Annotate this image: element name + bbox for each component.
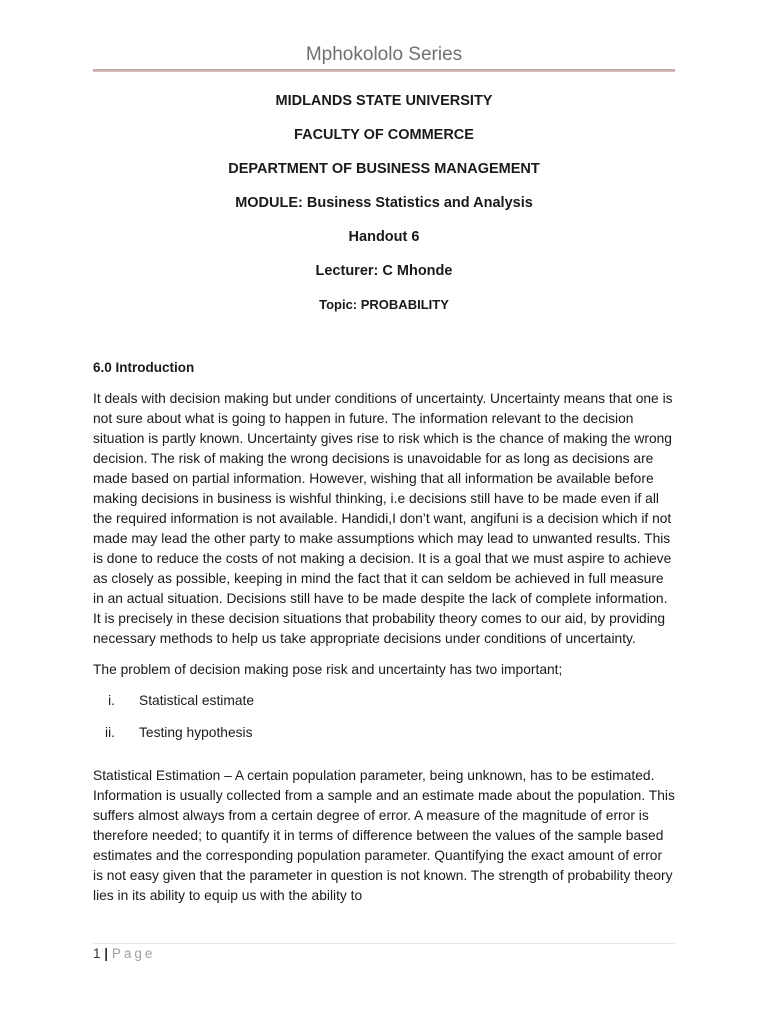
faculty-title: FACULTY OF COMMERCE <box>294 127 474 143</box>
roman-list <box>93 691 675 755</box>
header-divider <box>93 69 675 72</box>
page-label: Page <box>111 946 156 961</box>
list-item-number: ii. <box>105 725 115 740</box>
list-item-text: Statistical estimate <box>139 693 255 708</box>
list-item-number: i. <box>108 693 115 708</box>
footer-divider <box>93 943 675 944</box>
list-item <box>93 723 675 755</box>
handout-title: Handout 6 <box>348 229 420 245</box>
series-header: Mphokololo Series <box>305 44 463 65</box>
document-body <box>93 358 675 917</box>
page-number: 1 <box>93 946 101 961</box>
department-title: DEPARTMENT OF BUSINESS MANAGEMENT <box>228 161 540 177</box>
module-title: MODULE: Business Statistics and Analysis <box>235 195 533 211</box>
page-footer <box>93 946 155 961</box>
problem-paragraph: The problem of decision making pose risk and uncertainty has two important; <box>93 662 563 677</box>
topic-title: Topic: PROBABILITY <box>319 297 449 312</box>
section-heading: 6.0 Introduction <box>93 360 195 375</box>
introduction-paragraph: It deals with decision making but under conditions of uncertainty. Uncertainty means that one is not sure about what is going to happen in future. The information relevant to the decision situation is partly known. Uncertainty gives rise to risk which is the chance of making the wrong decision. The risk of making the wrong decisions is unavoidable for as long as decisions are made based on partial information. However, wishing that all information be available before making decisions in business is wishful thinking, i.e decisions still have to be made even if all the required information is not available. Handidi,I don’t want, angifuni is a decision which if not made may lead the other party to make assumptions which may lead to unwanted results. This is done to reduce the costs of not making a decision. It is a goal that we must aspire to achieve as closely as possible, keeping in mind the fact that it can seldom be achieved in full measure in an actual situation. Decisions still have to be made despite the lack of complete information. It is precisely in these decision situations that probability theory comes to our aid, by providing necessary methods to help us take appropriate decisions under conditions of uncertainty. <box>93 391 673 646</box>
footer-separator: | <box>104 946 109 961</box>
university-title: MIDLANDS STATE UNIVERSITY <box>275 93 493 109</box>
lecturer-title: Lecturer: C Mhonde <box>315 263 453 279</box>
list-item <box>93 691 675 723</box>
title-block <box>93 92 675 330</box>
estimation-paragraph: Statistical Estimation – A certain population parameter, being unknown, has to be estimated. Information is usually collected from a sample and an estimate made about the population. This suffers almost always from a certain degree of error. A measure of the magnitude of error is therefore needed; to quantify it in terms of difference between the values of the sample based estimates and the corresponding population parameter. Quantifying the exact amount of error is not easy given that the parameter in question is not known. The strength of probability theory lies in its ability to equip us with the ability to <box>93 768 675 903</box>
list-item-text: Testing hypothesis <box>139 725 253 740</box>
